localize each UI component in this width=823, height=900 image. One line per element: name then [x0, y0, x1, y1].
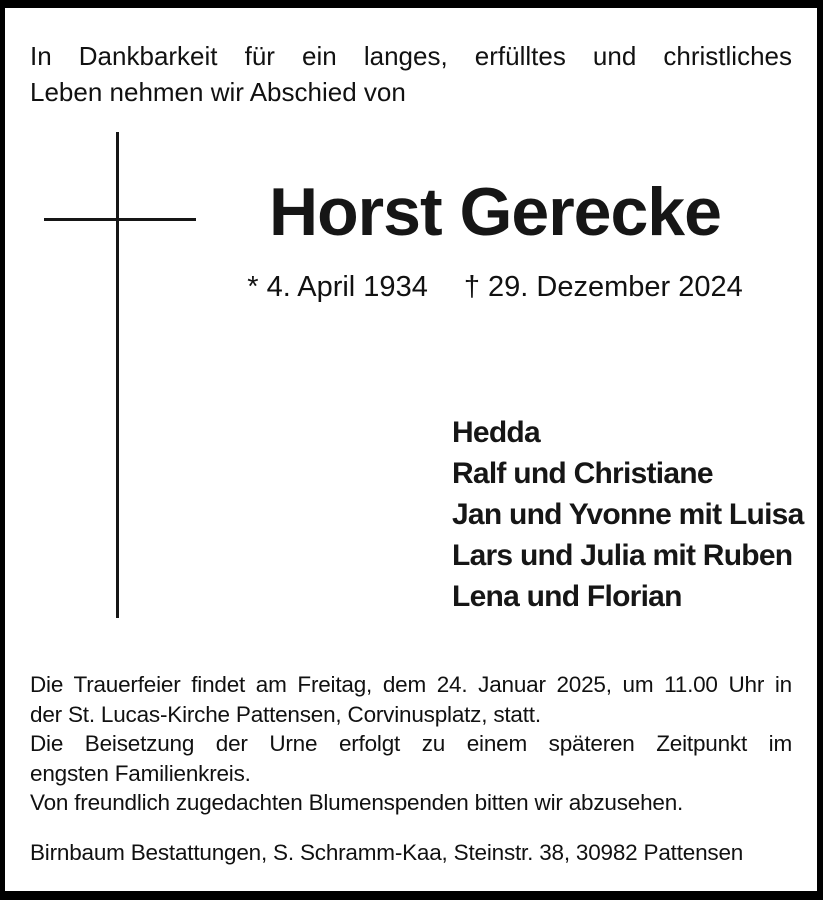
funeral-home-line: Birnbaum Bestattungen, S. Schramm-Kaa, Steinstr. 38, 30982 Pattensen — [30, 840, 744, 865]
details-line-1: Die Trauerfeier findet am Freitag, dem 24. Januar 2025, um 11.00 Uhr in — [30, 672, 792, 697]
birth-date: * 4. April 1934 — [247, 271, 428, 303]
mourner-line: Hedda — [452, 416, 540, 449]
mourner-line: Lena und Florian — [452, 580, 682, 613]
details-line-4: engsten Familienkreis. — [30, 760, 251, 786]
intro-line-1: In Dankbarkeit für ein langes, erfülltes und christliches — [30, 41, 792, 71]
death-date: † 29. Dezember 2024 — [463, 271, 743, 303]
mourners-list — [452, 412, 804, 617]
cross-horizontal-bar — [44, 218, 196, 221]
deceased-block — [195, 174, 795, 306]
cross-vertical-bar — [116, 132, 119, 618]
mourner-line: Jan und Yvonne mit Luisa — [452, 498, 804, 531]
funeral-details — [30, 670, 792, 818]
deceased-name: Horst Gerecke — [269, 174, 721, 250]
details-line-5: Von freundlich zugedachten Blumenspenden bitten wir abzusehen. — [30, 790, 684, 816]
details-line-2: der St. Lucas-Kirche Pattensen, Corvinusplatz, statt. — [30, 701, 541, 727]
life-dates — [195, 268, 795, 306]
intro-text — [30, 38, 792, 110]
intro-line-2: Leben nehmen wir Abschied von — [30, 77, 406, 107]
mourner-line: Lars und Julia mit Ruben — [452, 539, 793, 572]
details-line-3: Die Beisetzung der Urne erfolgt zu einem späteren Zeitpunkt im — [30, 731, 792, 757]
mourner-line: Ralf und Christiane — [452, 457, 713, 490]
